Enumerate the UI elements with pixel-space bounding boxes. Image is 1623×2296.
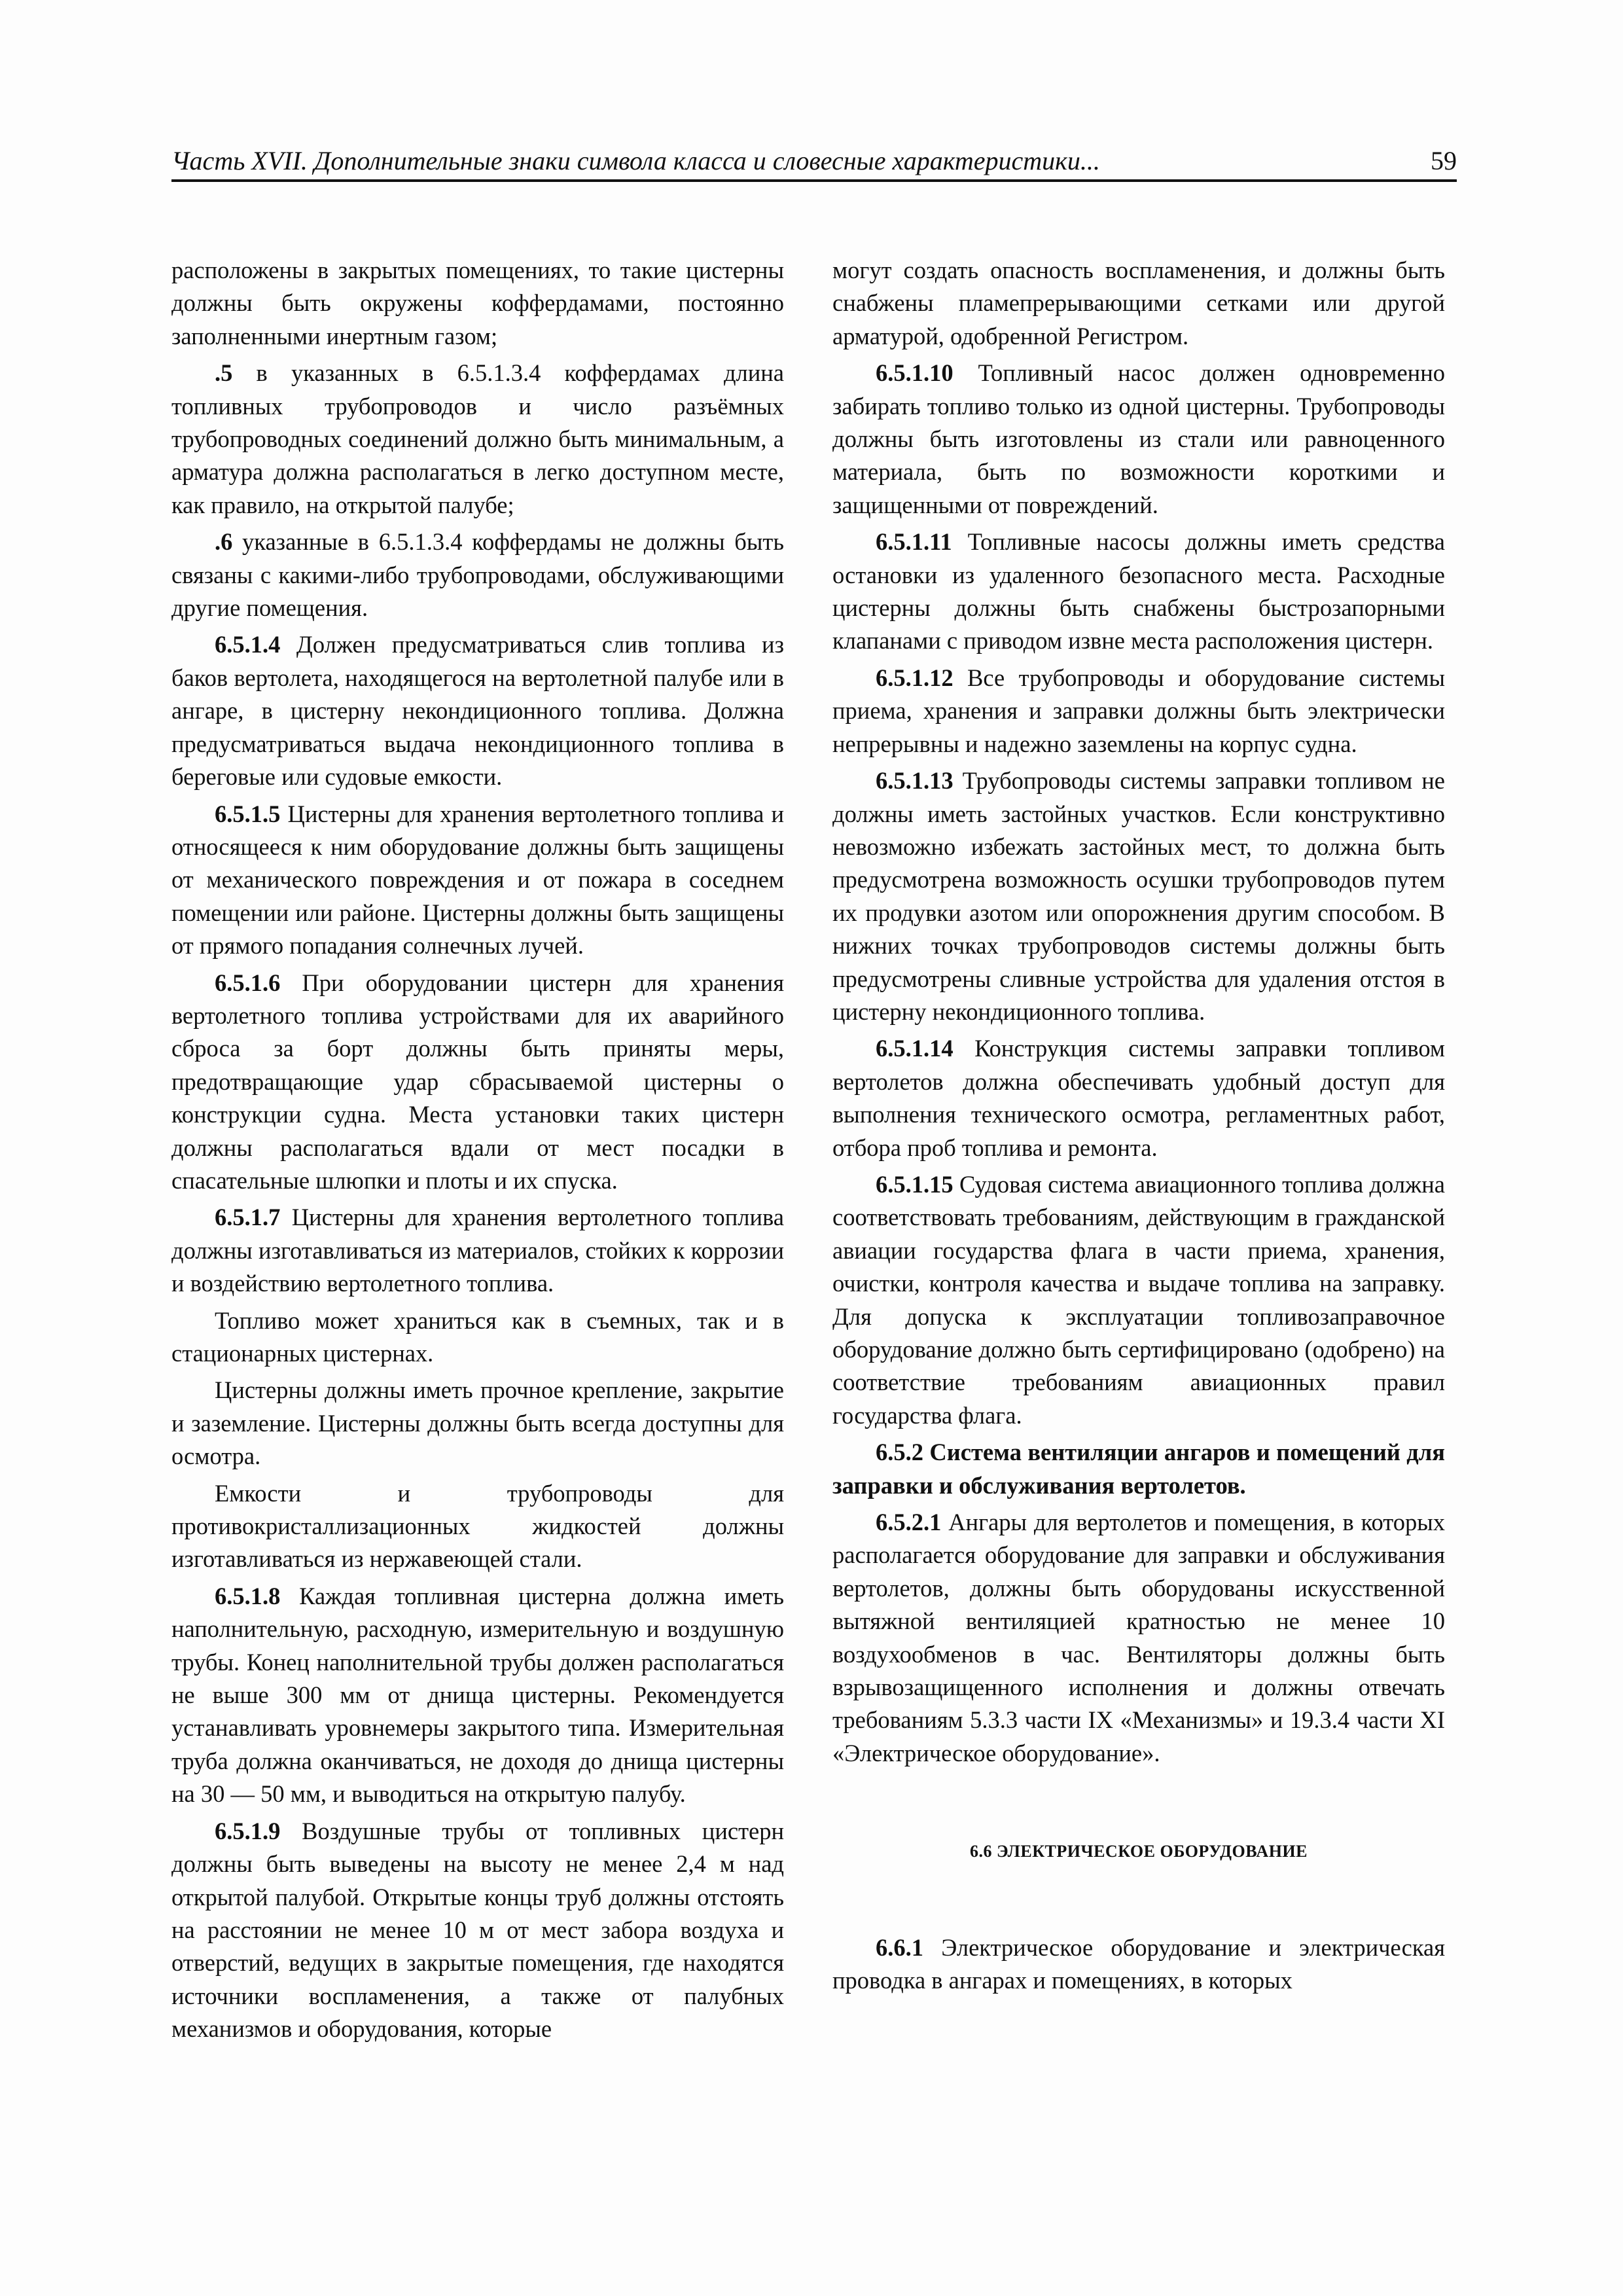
clause-number: 6.5.2.1 <box>876 1509 942 1536</box>
clause-number: 6.5.1.14 <box>876 1035 954 1062</box>
clause-number: 6.5.1.5 <box>215 800 281 827</box>
clause-number: 6.5.1.4 <box>215 631 281 658</box>
paragraph: 6.5.1.10 Топливный насос должен одновременно забирать топливо только из одной цистерны. Трубопроводы должны быть изготовлены из стали или равноценного материала, быть по возможности короткими и защищенными от повреждений. <box>832 359 1445 518</box>
paragraph: 6.5.1.7 Цистерны для хранения вертолетного топлива должны изготавливаться из материалов, стойких к коррозии и воздействию вертолетного топлива. <box>171 1204 784 1297</box>
paragraph: 6.5.1.15 Судовая система авиационного топлива должна соответствовать требованиям, действующим в гражданской авиации государства флага в части приема, хранения, очистки, контроля качества и выдаче топлива на заправку. Для допуска к эксплуатации топливозаправочное оборудование должно быть сертифицировано (одобрено) на соответствие требованиям авиационных правил государства флага. <box>832 1170 1445 1429</box>
clause-number: 6.6.1 <box>876 1933 923 1961</box>
paragraph: Топливо может храниться как в съемных, так и в стационарных цистернах. <box>171 1306 784 1367</box>
paragraph: 6.5.1.5 Цистерны для хранения вертолетного топлива и относящееся к ним оборудование должны быть защищены от механического повреждения и от пожара в соседнем помещении или районе. Цистерны должны быть защищены от прямого попадания солнечных лучей. <box>171 800 784 960</box>
paragraph: Емкости и трубопроводы для противокристаллизационных жидкостей должны изготавливаться из нержавеющей стали. <box>171 1479 784 1573</box>
paragraph: могут создать опасность воспламенения, и должны быть снабжены пламепрерывающими сетками или другой арматурой, одобренной Регистром. <box>832 257 1445 350</box>
paragraph: 6.5.1.12 Все трубопроводы и оборудование системы приема, хранения и заправки должны быть электрически непрерывны и надежно заземлены на корпус судна. <box>832 664 1445 757</box>
page-number: 59 <box>1431 146 1457 175</box>
section-heading: 6.6 ЭЛЕКТРИЧЕСКОЕ ОБОРУДОВАНИЕ <box>969 1842 1308 1861</box>
clause-number: 6.5.1.15 <box>876 1170 954 1198</box>
paragraph: расположены в закрытых помещениях, то такие цистерны должны быть окружены коффердамами, постоянно заполненными инертным газом; <box>171 257 784 350</box>
paragraph: 6.5.2 Система вентиляции ангаров и помещений для заправки и обслуживания вертолетов. <box>832 1439 1445 1499</box>
paragraph: 6.5.1.13 Трубопроводы системы заправки топливом не должны иметь застойных участков. Если конструктивно невозможно избежать застойных мест, то должна быть предусмотрена возможность осушки трубопроводов путем их продувки азотом или опорожнения другим способом. В нижних точках трубопроводов системы должны быть предусмотрены сливные устройства для удаления отстоя в цистерну некондиционного топлива. <box>832 767 1445 1025</box>
clause-number: 6.5.1.8 <box>215 1582 281 1609</box>
running-header <box>171 143 1457 182</box>
paragraph: 6.5.1.11 Топливные насосы должны иметь средства остановки из удаленного безопасного места. Расходные цистерны должны быть снабжены быстрозапорными клапанами с приводом извне места расположения цистерн. <box>832 528 1445 655</box>
clause-number: 6.5.1.9 <box>215 1817 281 1844</box>
paragraph: 6.6.1 Электрическое оборудование и электрическая проводка в ангарах и помещениях, в которых <box>832 1933 1445 1994</box>
paragraph: 6.5.2.1 Ангары для вертолетов и помещения, в которых располагается оборудование для заправки и обслуживания вертолетов, должны быть оборудованы искусственной вытяжной вентиляцией кратностью не менее 10 воздухообменов в час. Вентиляторы должны быть взрывозащищенного исполнения и должны отвечать требованиям 5.3.3 части IX «Механизмы» и 19.3.4 части XI «Электрическое оборудование». <box>832 1509 1445 1767</box>
header-title: Часть XVII. Дополнительные знаки символа класса и словесные характеристики... <box>171 146 1100 175</box>
paragraph: .6 указанные в 6.5.1.3.4 коффердамы не должны быть связаны с какими-либо трубопроводами, обслуживающими другие помещения. <box>171 528 784 622</box>
clause-number: .6 <box>215 528 233 556</box>
clause-number: 6.5.1.7 <box>215 1204 281 1231</box>
clause-number: 6.5.1.10 <box>876 359 954 387</box>
clause-number: 6.5.1.6 <box>215 969 281 996</box>
paragraph: .5 в указанных в 6.5.1.3.4 коффердамах длина топливных трубопроводов и число разъёмных трубопроводных соединений должно быть минимальным, а арматура должна располагаться в легко доступном месте, как правило, на открытой палубе; <box>171 359 784 518</box>
paragraph: Цистерны должны иметь прочное крепление, закрытие и заземление. Цистерны должны быть всегда доступны для осмотра. <box>171 1376 784 1470</box>
paragraph: 6.5.1.6 При оборудовании цистерн для хранения вертолетного топлива устройствами для их аварийного сброса за борт должны быть приняты меры, предотвращающие удар сбрасываемой цистерны о конструкции судна. Места установки таких цистерн должны располагаться вдали от мест посадки в спасательные шлюпки и плоты и их спуска. <box>171 969 784 1194</box>
clause-number: .5 <box>215 359 233 387</box>
clause-number: 6.5.1.11 <box>876 528 952 556</box>
paragraph: 6.5.1.14 Конструкция системы заправки топливом вертолетов должна обеспечивать удобный доступ для выполнения технического осмотра, регламентных работ, отбора проб топлива и ремонта. <box>832 1035 1445 1161</box>
clause-number: 6.5.2 <box>876 1439 923 1466</box>
clause-number: 6.5.1.12 <box>876 664 954 691</box>
right-column <box>832 254 1445 2001</box>
clause-number: 6.5.1.13 <box>876 767 954 795</box>
paragraph: 6.5.1.4 Должен предусматриваться слив топлива из баков вертолета, находящегося на вертолетной палубе или в ангаре, в цистерну некондиционного топлива. Должна предусматриваться выдача некондиционного топлива в береговые или судовые емкости. <box>171 631 784 791</box>
paragraph: 6.5.1.9 Воздушные трубы от топливных цистерн должны быть выведены на высоту не менее 2,4 м над открытой палубой. Открытые концы труб должны отстоять на расстоянии не менее 10 м от мест забора воздуха и отверстий, ведущих в закрытые помещения, где находятся источники воспламенения, а также от палубных механизмов и оборудования, которые <box>171 1817 784 2043</box>
paragraph: 6.5.1.8 Каждая топливная цистерна должна иметь наполнительную, расходную, измерительную и воздушную трубы. Конец наполнительной трубы должен располагаться не выше 300 мм от днища цистерны. Рекомендуется устанавливать уровнемеры закрытого типа. Измерительная труба должна оканчиваться, не доходя до днища цистерны на 30 — 50 мм, и выводиться на открытую палубу. <box>171 1582 784 1808</box>
left-column <box>171 254 784 2050</box>
